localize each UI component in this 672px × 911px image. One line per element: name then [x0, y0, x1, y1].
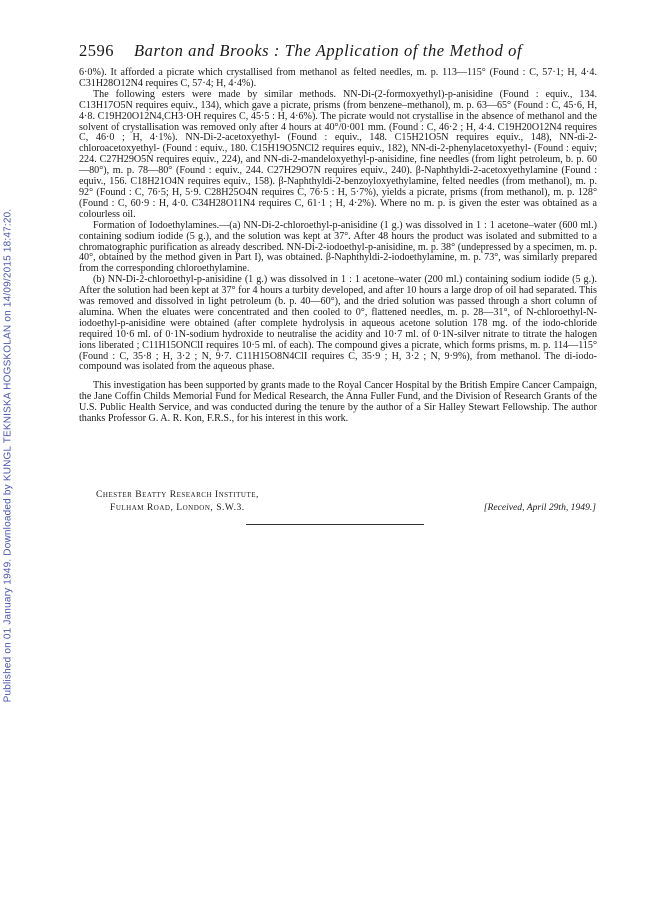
paragraph-iodoethylamines-b: (b) NN-Di-2-chloroethyl-p-anisidine (1 g.) was dissolved in 1 : 1 acetone–water (200 ml.) containing sodium iodide (5 g.). After the solution had been kept at 37° for 4 hours a turbity developed, and after 10 hours a large drop of oil had separated. This was removed and dissolved in light petroleum (b. p. 40—60°), and the dried solution was passed through a short column of alumina. When the eluates were concentrated and then cooled to 0°, flattened needles, m. p. 28—31°, of N-chloroethyl-N-iodoethyl-p-anisidine were obtained (after complete hydrolysis in aqueous acetone solution 178 mg. of the iodo-chloride required 10·6 ml. of 0·1N-sodium hydroxide to neutralise the acidity and 10·7 ml. of 0·1N-silver nitrate to titrate the halogen ions liberated ; C11H15ONClI requires 10·5 ml. of each). The compound gives a picrate, which forms prisms, m. p. 114—115° (Found : C, 35·8 ; H, 3·2 ; N, 9·7. C11H15O8N4ClI requires C, 35·9 ; H, 3·2 ; N, 9·9%), from methanol. The di-iodo-compound was isolated from the aqueous phase.	[79, 274, 597, 373]
page-number: 2596	[79, 41, 114, 60]
article-body	[79, 68, 597, 425]
download-notice-text: Published on 01 January 1949. Downloaded by KUNGL TEKNISKA HOGSKOLAN on 14/09/2015 18:47:20.	[2, 208, 14, 703]
address-line-1: Chester Beatty Research Institute,	[96, 489, 259, 500]
paragraph-picrate: 6·0%). It afforded a picrate which crystallised from methanol as felted needles, m. p. 113—115° (Found : C, 57·1; H, 4·4. C31H28O12N4 requires C, 57·4; H, 4·4%).	[79, 67, 597, 89]
page-header	[79, 41, 599, 63]
received-date: [Received, April 29th, 1949.]	[483, 502, 596, 513]
running-head: Barton and Brooks : The Application of the Method of	[134, 41, 523, 60]
end-rule	[246, 524, 424, 525]
address-line-2: Fulham Road, London, S.W.3.	[110, 501, 245, 513]
paragraph-esters: The following esters were made by similar methods. NN-Di-(2-formoxyethyl)-p-anisidine (Found : equiv., 134. C13H17O5N requires equiv., 134), which gave a picrate, prisms (from benzene–methanol), m. p. 63—65° (Found : C, 45·6, H, 4·8. C19H20O12N4,CH3·OH requires C, 45·5 : H, 4·6%). The picrate would not crystallise in the absence of methanol and the solvent of crystallisation was removed only after 4 hours at 40°/0·001 mm. (Found : C, 46·2 ; H, 4·4. C19H20O12N4 requires C, 46·0 ; H, 4·1%). NN-Di-2-acetoxyethyl- (Found : equiv., 148. C15H21O5N requires equiv., 148), NN-di-2-chloroacetoxyethyl- (Found : equiv., 180. C15H19O5NCl2 requires equiv., 182), NN-di-2-phenylacetoxyethyl- (Found : equiv; 224. C27H29O5N requires equiv., 224), and NN-di-2-mandeloxyethyl-p-anisidine, fine needles (from light petroleum, b. p. 60—80°), m. p. 78—80° (Found : equiv., 244. C27H29O7N requires equiv., 240). β-Naphthyldi-2-acetoxyethylamine (Found : equiv., 156. C18H21O4N requires equiv., 158). β-Naphthyldi-2-benzoyloxyethylamine, felted needles (from methanol), m. p. 92° (Found : C, 76·5; H, 5·9. C28H25O4N requires C, 76·5 : H, 5·7%), yields a picrate, prisms (from methanol), m. p. 128° (Found : C, 60·9 : H, 4·0. C34H28O11N4 requires C, 61·1 ; H, 4·2%). Where no m. p. is given the ester was obtained as a colourless oil.	[79, 88, 597, 220]
download-notice	[1, 0, 15, 911]
paragraph-iodoethylamines-a: Formation of Iodoethylamines.—(a) NN-Di-2-chloroethyl-p-anisidine (1 g.) was dissolved in 1 : 1 acetone–water (600 ml.) containing sodium iodide (5 g.), and the solution was kept at 37°. After 48 hours the product was isolated and submitted to a chromatographic purification as already described. NN-Di-2-iodoethyl-p-anisidine, m. p. 38° (undepressed by a specimen, m. p. 40°, obtained by the method given in Part I), was obtained. β-Naphthyldi-2-iodoethylamine, m. p. 73°, was similarly prepared from the corresponding chloroethylamine.	[79, 219, 597, 275]
paragraph-acknowledgements: This investigation has been supported by grants made to the Royal Cancer Hospital by the British Empire Cancer Campaign, the Jane Coffin Childs Memorial Fund for Medical Research, the Anna Fuller Fund, and the Division of Research Grants of the U.S. Public Health Service, and was conducted during the tenure by the author of a Sir Halley Stewart Fellowship. The author thanks Professor G. A. R. Kon, F.R.S., for his interest in this work.	[79, 380, 597, 425]
